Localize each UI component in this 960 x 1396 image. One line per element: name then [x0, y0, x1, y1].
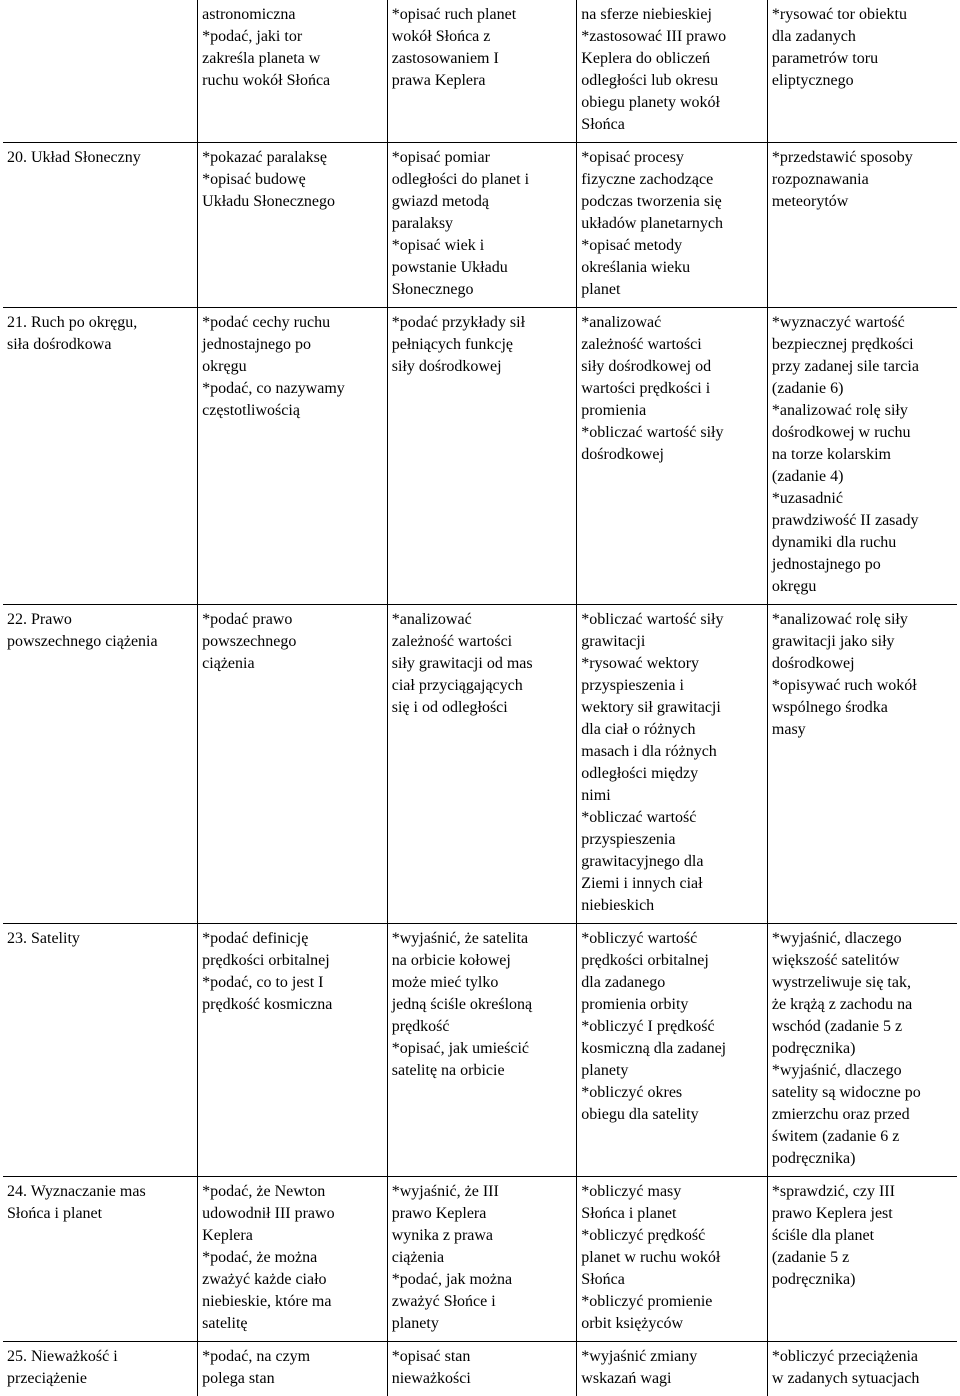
cell-text-line: wspólnego środka: [772, 697, 953, 719]
cell-text-line: *wyjaśnić, dlaczego: [772, 1060, 953, 1082]
cell-text-line: *obliczyć przeciążenia: [772, 1346, 953, 1368]
topic-cell: [3, 605, 198, 924]
advanced-requirements-cell: [767, 0, 957, 143]
cell-text-line: ciążenia: [202, 653, 383, 675]
cell-text-line: niebieskie, które ma: [202, 1291, 383, 1313]
complete-requirements-cell: [577, 1342, 768, 1396]
advanced-requirements-cell: [767, 605, 957, 924]
cell-text-line: obiegu dla satelity: [581, 1104, 763, 1126]
cell-text-line: orbit księżyców: [581, 1313, 763, 1335]
table-row: [3, 605, 957, 924]
cell-text-line: *obliczyć promienie: [581, 1291, 763, 1313]
cell-text-line: *uzasadnić: [772, 488, 953, 510]
cell-text-line: prędkości orbitalnej: [581, 950, 763, 972]
cell-text-line: *opisać metody: [581, 235, 763, 257]
cell-text-line: planet w ruchu wokół: [581, 1247, 763, 1269]
complete-requirements-cell: [577, 143, 768, 308]
cell-text-line: *analizować rolę siły: [772, 609, 953, 631]
cell-text-line: Keplera: [202, 1225, 383, 1247]
cell-text-line: przy zadanej sile tarcia: [772, 356, 953, 378]
extended-requirements-cell: [387, 1177, 577, 1342]
cell-text-line: *podać, jak można: [392, 1269, 573, 1291]
basic-requirements-cell: [198, 1177, 388, 1342]
cell-text-line: *podać, co to jest I: [202, 972, 383, 994]
cell-text-line: układów planetarnych: [581, 213, 763, 235]
cell-text-line: wektory sił grawitacji: [581, 697, 763, 719]
cell-text-line: Ziemi i innych ciał: [581, 873, 763, 895]
cell-text-line: przyspieszenia i: [581, 675, 763, 697]
cell-text-line: dośrodkowej w ruchu: [772, 422, 953, 444]
cell-text-line: na torze kolarskim: [772, 444, 953, 466]
cell-text-line: *podać cechy ruchu: [202, 312, 383, 334]
cell-text-line: okręgu: [772, 576, 953, 598]
cell-text-line: siły grawitacji od mas: [392, 653, 573, 675]
basic-requirements-cell: [198, 1342, 388, 1396]
cell-text-line: *wyjaśnić zmiany: [581, 1346, 763, 1368]
cell-text-line: podczas tworzenia się: [581, 191, 763, 213]
cell-text-line: gwiazd metodą: [392, 191, 573, 213]
cell-text-line: prawo Keplera: [392, 1203, 573, 1225]
basic-requirements-cell: [198, 924, 388, 1177]
cell-text-line: *podać prawo: [202, 609, 383, 631]
cell-text-line: *podać, że można: [202, 1247, 383, 1269]
cell-text-line: Układu Słonecznego: [202, 191, 383, 213]
cell-text-line: *podać definicję: [202, 928, 383, 950]
cell-text-line: wokół Słońca z: [392, 26, 573, 48]
cell-text-line: zmierzchu oraz przed: [772, 1104, 953, 1126]
cell-text-line: powszechnego ciążenia: [7, 631, 193, 653]
cell-text-line: większość satelitów: [772, 950, 953, 972]
extended-requirements-cell: [387, 605, 577, 924]
topic-cell: [3, 924, 198, 1177]
cell-text-line: prędkość kosmiczna: [202, 994, 383, 1016]
table-row: [3, 143, 957, 308]
cell-text-line: *wyjaśnić, dlaczego: [772, 928, 953, 950]
cell-text-line: 25. Nieważkość i: [7, 1346, 193, 1368]
cell-text-line: ciążenia: [392, 1247, 573, 1269]
complete-requirements-cell: [577, 924, 768, 1177]
cell-text-line: kosmiczną dla zadanej: [581, 1038, 763, 1060]
cell-text-line: na orbicie kołowej: [392, 950, 573, 972]
topic-cell: [3, 0, 198, 143]
basic-requirements-cell: [198, 143, 388, 308]
cell-text-line: dośrodkowej: [772, 653, 953, 675]
cell-text-line: 24. Wyznaczanie mas: [7, 1181, 193, 1203]
cell-text-line: *obliczyć masy: [581, 1181, 763, 1203]
cell-text-line: *wyjaśnić, że III: [392, 1181, 573, 1203]
cell-text-line: *wyjaśnić, że satelita: [392, 928, 573, 950]
cell-text-line: *podać, co nazywamy: [202, 378, 383, 400]
cell-text-line: *opisać ruch planet: [392, 4, 573, 26]
cell-text-line: dynamiki dla ruchu: [772, 532, 953, 554]
cell-text-line: zakreśla planeta w: [202, 48, 383, 70]
cell-text-line: *wyznaczyć wartość: [772, 312, 953, 334]
cell-text-line: meteorytów: [772, 191, 953, 213]
cell-text-line: *opisać budowę: [202, 169, 383, 191]
cell-text-line: zważyć każde ciało: [202, 1269, 383, 1291]
cell-text-line: jedną ściśle określoną: [392, 994, 573, 1016]
cell-text-line: *przedstawić sposoby: [772, 147, 953, 169]
cell-text-line: eliptycznego: [772, 70, 953, 92]
cell-text-line: podręcznika): [772, 1148, 953, 1170]
advanced-requirements-cell: [767, 308, 957, 605]
cell-text-line: *pokazać paralaksę: [202, 147, 383, 169]
cell-text-line: zależność wartości: [581, 334, 763, 356]
cell-text-line: że krążą z zachodu na: [772, 994, 953, 1016]
table-row: [3, 1177, 957, 1342]
cell-text-line: grawitacyjnego dla: [581, 851, 763, 873]
cell-text-line: promienia: [581, 400, 763, 422]
cell-text-line: wschód (zadanie 5 z: [772, 1016, 953, 1038]
cell-text-line: odległości do planet i: [392, 169, 573, 191]
cell-text-line: określania wieku: [581, 257, 763, 279]
cell-text-line: *opisać procesy: [581, 147, 763, 169]
topic-cell: [3, 308, 198, 605]
cell-text-line: planety: [581, 1060, 763, 1082]
cell-text-line: *sprawdzić, czy III: [772, 1181, 953, 1203]
cell-text-line: prawdziwość II zasady: [772, 510, 953, 532]
cell-text-line: okręgu: [202, 356, 383, 378]
cell-text-line: 22. Prawo: [7, 609, 193, 631]
cell-text-line: *obliczyć okres: [581, 1082, 763, 1104]
cell-text-line: niebieskich: [581, 895, 763, 917]
cell-text-line: satelity są widoczne po: [772, 1082, 953, 1104]
cell-text-line: astronomiczna: [202, 4, 383, 26]
extended-requirements-cell: [387, 924, 577, 1177]
cell-text-line: rozpoznawania: [772, 169, 953, 191]
cell-text-line: może mieć tylko: [392, 972, 573, 994]
cell-text-line: bezpiecznej prędkości: [772, 334, 953, 356]
table-row: [3, 924, 957, 1177]
cell-text-line: ciał przyciągających: [392, 675, 573, 697]
cell-text-line: wartości prędkości i: [581, 378, 763, 400]
cell-text-line: 23. Satelity: [7, 928, 193, 950]
cell-text-line: dośrodkowej: [581, 444, 763, 466]
cell-text-line: ściśle dla planet: [772, 1225, 953, 1247]
topic-cell: [3, 1342, 198, 1396]
cell-text-line: wynika z prawa: [392, 1225, 573, 1247]
cell-text-line: obiegu planety wokół: [581, 92, 763, 114]
cell-text-line: satelitę na orbicie: [392, 1060, 573, 1082]
complete-requirements-cell: [577, 605, 768, 924]
cell-text-line: zważyć Słońce i: [392, 1291, 573, 1313]
cell-text-line: siła dośrodkowa: [7, 334, 193, 356]
cell-text-line: planet: [581, 279, 763, 301]
cell-text-line: Słońca: [581, 1269, 763, 1291]
cell-text-line: *opisać, jak umieścić: [392, 1038, 573, 1060]
advanced-requirements-cell: [767, 924, 957, 1177]
cell-text-line: podręcznika): [772, 1269, 953, 1291]
cell-text-line: dla ciał o różnych: [581, 719, 763, 741]
table-row: [3, 0, 957, 143]
cell-text-line: powszechnego: [202, 631, 383, 653]
cell-text-line: *podać przykłady sił: [392, 312, 573, 334]
complete-requirements-cell: [577, 0, 768, 143]
basic-requirements-cell: [198, 308, 388, 605]
cell-text-line: *opisywać ruch wokół: [772, 675, 953, 697]
cell-text-line: *obliczać wartość: [581, 807, 763, 829]
cell-text-line: pełniących funkcję: [392, 334, 573, 356]
cell-text-line: dla zadanych: [772, 26, 953, 48]
cell-text-line: promienia orbity: [581, 994, 763, 1016]
cell-text-line: podręcznika): [772, 1038, 953, 1060]
table-row: [3, 308, 957, 605]
extended-requirements-cell: [387, 0, 577, 143]
cell-text-line: masy: [772, 719, 953, 741]
curriculum-table-body: [3, 0, 957, 1396]
cell-text-line: *obliczać wartość siły: [581, 609, 763, 631]
cell-text-line: *podać, że Newton: [202, 1181, 383, 1203]
cell-text-line: polega stan: [202, 1368, 383, 1390]
advanced-requirements-cell: [767, 143, 957, 308]
curriculum-table: [3, 0, 957, 1396]
cell-text-line: Słońca i planet: [581, 1203, 763, 1225]
cell-text-line: ruchu wokół Słońca: [202, 70, 383, 92]
cell-text-line: Słońca i planet: [7, 1203, 193, 1225]
cell-text-line: świtem (zadanie 6 z: [772, 1126, 953, 1148]
cell-text-line: odległości lub okresu: [581, 70, 763, 92]
cell-text-line: *obliczyć I prędkość: [581, 1016, 763, 1038]
cell-text-line: nieważkości: [392, 1368, 573, 1390]
cell-text-line: masach i dla różnych: [581, 741, 763, 763]
cell-text-line: *rysować tor obiektu: [772, 4, 953, 26]
cell-text-line: przyspieszenia: [581, 829, 763, 851]
cell-text-line: dla zadanego: [581, 972, 763, 994]
cell-text-line: prawa Keplera: [392, 70, 573, 92]
topic-cell: [3, 143, 198, 308]
cell-text-line: grawitacji: [581, 631, 763, 653]
cell-text-line: Słońca: [581, 114, 763, 136]
cell-text-line: nimi: [581, 785, 763, 807]
cell-text-line: udowodnił III prawo: [202, 1203, 383, 1225]
cell-text-line: grawitacji jako siły: [772, 631, 953, 653]
cell-text-line: planety: [392, 1313, 573, 1335]
basic-requirements-cell: [198, 605, 388, 924]
cell-text-line: *analizować: [392, 609, 573, 631]
cell-text-line: (zadanie 4): [772, 466, 953, 488]
complete-requirements-cell: [577, 308, 768, 605]
cell-text-line: *obliczyć wartość: [581, 928, 763, 950]
extended-requirements-cell: [387, 143, 577, 308]
basic-requirements-cell: [198, 0, 388, 143]
table-row: [3, 1342, 957, 1396]
cell-text-line: częstotliwością: [202, 400, 383, 422]
cell-text-line: zależność wartości: [392, 631, 573, 653]
cell-text-line: *opisać pomiar: [392, 147, 573, 169]
cell-text-line: przeciążenie: [7, 1368, 193, 1390]
cell-text-line: jednostajnego po: [772, 554, 953, 576]
advanced-requirements-cell: [767, 1342, 957, 1396]
cell-text-line: prędkość: [392, 1016, 573, 1038]
cell-text-line: siły dośrodkowej: [392, 356, 573, 378]
cell-text-line: (zadanie 6): [772, 378, 953, 400]
cell-text-line: *podać, na czym: [202, 1346, 383, 1368]
cell-text-line: zastosowaniem I: [392, 48, 573, 70]
cell-text-line: odległości między: [581, 763, 763, 785]
cell-text-line: (zadanie 5 z: [772, 1247, 953, 1269]
cell-text-line: się i od odległości: [392, 697, 573, 719]
cell-text-line: *obliczać wartość siły: [581, 422, 763, 444]
cell-text-line: *analizować: [581, 312, 763, 334]
cell-text-line: paralaksy: [392, 213, 573, 235]
cell-text-line: 20. Układ Słoneczny: [7, 147, 193, 169]
cell-text-line: wystrzeliwuje się tak,: [772, 972, 953, 994]
cell-text-line: powstanie Układu: [392, 257, 573, 279]
cell-text-line: satelitę: [202, 1313, 383, 1335]
cell-text-line: *rysować wektory: [581, 653, 763, 675]
cell-text-line: Keplera do obliczeń: [581, 48, 763, 70]
cell-text-line: prawo Keplera jest: [772, 1203, 953, 1225]
extended-requirements-cell: [387, 1342, 577, 1396]
cell-text-line: parametrów toru: [772, 48, 953, 70]
cell-text-line: Słonecznego: [392, 279, 573, 301]
cell-text-line: *opisać stan: [392, 1346, 573, 1368]
topic-cell: [3, 1177, 198, 1342]
cell-text-line: na sferze niebieskiej: [581, 4, 763, 26]
cell-text-line: *zastosować III prawo: [581, 26, 763, 48]
complete-requirements-cell: [577, 1177, 768, 1342]
cell-text-line: *analizować rolę siły: [772, 400, 953, 422]
extended-requirements-cell: [387, 308, 577, 605]
cell-text-line: siły dośrodkowej od: [581, 356, 763, 378]
cell-text-line: jednostajnego po: [202, 334, 383, 356]
cell-text-line: prędkości orbitalnej: [202, 950, 383, 972]
cell-text-line: fizyczne zachodzące: [581, 169, 763, 191]
cell-text-line: w zadanych sytuacjach: [772, 1368, 953, 1390]
cell-text-line: 21. Ruch po okręgu,: [7, 312, 193, 334]
cell-text-line: *opisać wiek i: [392, 235, 573, 257]
cell-text-line: wskazań wagi: [581, 1368, 763, 1390]
cell-text-line: *podać, jaki tor: [202, 26, 383, 48]
cell-text-line: *obliczyć prędkość: [581, 1225, 763, 1247]
advanced-requirements-cell: [767, 1177, 957, 1342]
